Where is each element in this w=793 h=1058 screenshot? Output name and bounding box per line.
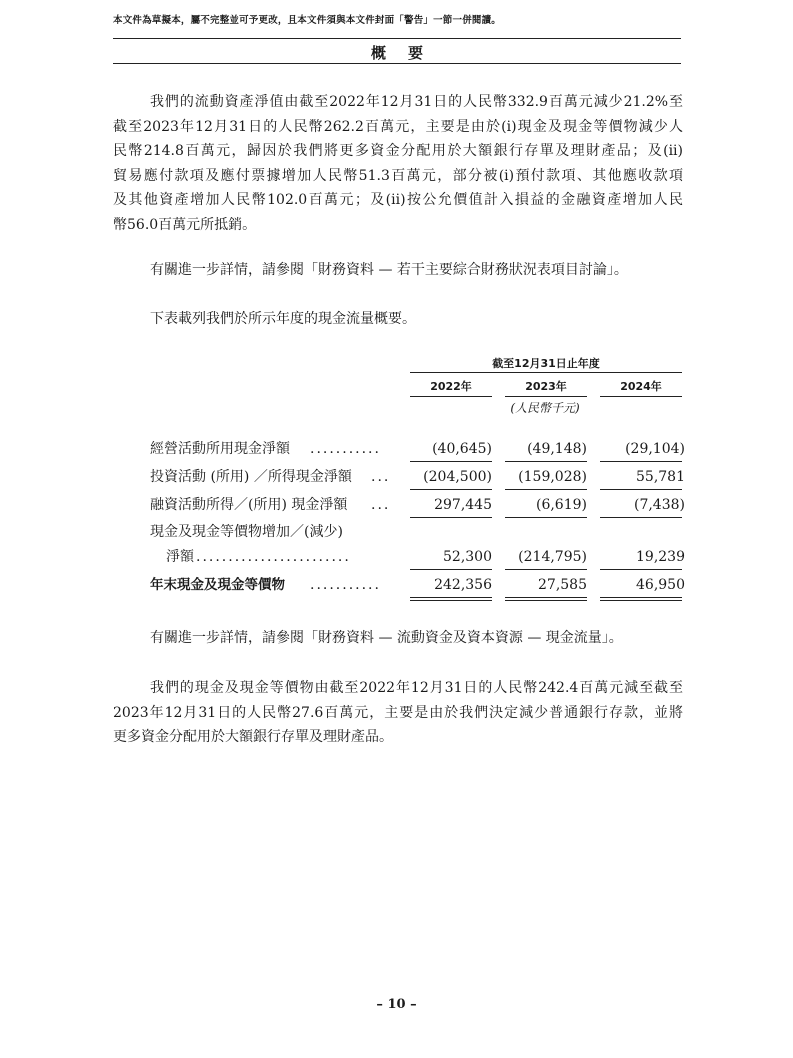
cell-rule: [505, 569, 587, 570]
text-line: 截至2023年12月31日的人民幣262.2百萬元，主要是由於(i)現金及現金等價物減少人: [113, 118, 683, 135]
table-row-financing: [150, 494, 685, 516]
row-label: 現金及現金等價物增加／(減少): [150, 524, 343, 540]
cell-rule: [410, 517, 492, 518]
page-number: – 10 –: [376, 997, 417, 1012]
table-row-year-end-cash: [150, 574, 685, 596]
column-header-2024: 2024年: [620, 380, 662, 393]
unit-note: (人民幣千元): [510, 401, 580, 415]
paragraph-reference-2: 有關進一步詳情，請參閱「財務資料 — 流動資金及資本資源 — 現金流量」。: [150, 630, 623, 646]
table-period-header: 截至12月31日止年度: [492, 357, 600, 370]
leader-dots: ...........: [310, 441, 381, 457]
cell-2022: (204,500): [423, 469, 492, 485]
cell-2024: (7,438): [633, 497, 685, 513]
cell-2024: 55,781: [636, 469, 685, 485]
double-rule: [600, 597, 682, 598]
row-label: 年末現金及現金等價物: [150, 577, 285, 593]
cell-rule: [600, 489, 682, 490]
double-rule: [410, 597, 492, 598]
cell-rule: [600, 569, 682, 570]
cell-rule: [505, 461, 587, 462]
cell-rule: [505, 489, 587, 490]
cell-rule: [600, 461, 682, 462]
row-label: 投資活動 (所用) ／所得現金淨額: [150, 469, 352, 485]
paragraph-reference-1: 有關進一步詳情，請參閱「財務資料 — 若干主要綜合財務狀況表項目討論」。: [150, 262, 628, 278]
cell-2023: (6,619): [535, 497, 587, 513]
text-line: 2023年12月31日的人民幣27.6百萬元，主要是由於我們決定減少普通銀行存款，並將: [113, 704, 683, 721]
row-label: 融資活動所得／(所用) 現金淨額: [150, 497, 348, 513]
cell-2022: 52,300: [443, 549, 492, 565]
table-row-investing: [150, 466, 685, 488]
section-title: 概要: [370, 44, 445, 62]
cell-2023: (49,148): [527, 441, 587, 457]
table-row-net-change-label: [150, 521, 685, 543]
text-line: 我們的現金及現金等價物由截至2022年12月31日的人民幣242.4百萬元減至截至: [150, 680, 683, 696]
paragraph-net-current-assets: [113, 90, 683, 237]
paragraph-table-intro: 下表載列我們於所示年度的現金流量概要。: [150, 311, 416, 327]
text-line: 我們的流動資產淨值由截至2022年12月31日的人民幣332.9百萬元減少21.2%至: [150, 94, 683, 110]
text-line: 更多資金分配用於大額銀行存單及理財產品。: [113, 729, 393, 745]
table-row-net-change: [150, 546, 685, 568]
cell-rule: [410, 569, 492, 570]
cell-2022: 297,445: [434, 497, 492, 513]
column-rule: [410, 396, 492, 397]
draft-disclaimer: 本文件為草擬本，屬不完整並可予更改，且本文件須與本文件封面「警告」一節一併閱讀。: [113, 15, 502, 26]
title-underline: [113, 63, 681, 64]
column-header-2023: 2023年: [525, 380, 567, 393]
double-rule: [410, 600, 492, 601]
column-rule: [505, 396, 587, 397]
text-line: 幣56.0百萬元所抵銷。: [113, 216, 257, 233]
leader-dots: ........................: [196, 549, 351, 565]
cell-rule: [600, 517, 682, 518]
cell-2024: 19,239: [636, 549, 685, 565]
leader-dots: ...: [371, 469, 391, 485]
text-line: 及其他資產增加人民幣102.0百萬元；及(ii)按公允價值計入損益的金融資產增加人民: [113, 192, 683, 208]
column-header-2022: 2022年: [430, 380, 472, 393]
double-rule: [600, 600, 682, 601]
leader-dots: ...........: [310, 577, 381, 593]
cell-rule: [410, 489, 492, 490]
table-row-operating: [150, 438, 685, 460]
leader-dots: ...: [371, 497, 391, 513]
cell-2023: (159,028): [518, 469, 587, 485]
cell-rule: [410, 461, 492, 462]
table-header-rule: [410, 372, 682, 373]
double-rule: [505, 600, 587, 601]
cell-2024: 46,950: [636, 577, 685, 593]
cell-2022: 242,356: [434, 577, 492, 593]
text-line: 民幣214.8百萬元，歸因於我們將更多資金分配用於大額銀行存單及理財產品；及(ii): [113, 143, 683, 159]
text-line: 貿易應付款項及應付票據增加人民幣51.3百萬元，部分被(i)預付款項、其他應收款項: [113, 167, 683, 184]
row-label: 經營活動所用現金淨額: [150, 441, 290, 457]
cell-2024: (29,104): [625, 441, 685, 457]
row-label: 淨額: [166, 549, 194, 565]
cell-2023: 27,585: [538, 577, 587, 593]
double-rule: [505, 597, 587, 598]
header-rule: [113, 38, 681, 39]
cell-2022: (40,645): [432, 441, 492, 457]
paragraph-cash-equivalents: [113, 676, 683, 750]
column-rule: [600, 396, 682, 397]
cell-rule: [505, 517, 587, 518]
cell-2023: (214,795): [518, 549, 587, 565]
